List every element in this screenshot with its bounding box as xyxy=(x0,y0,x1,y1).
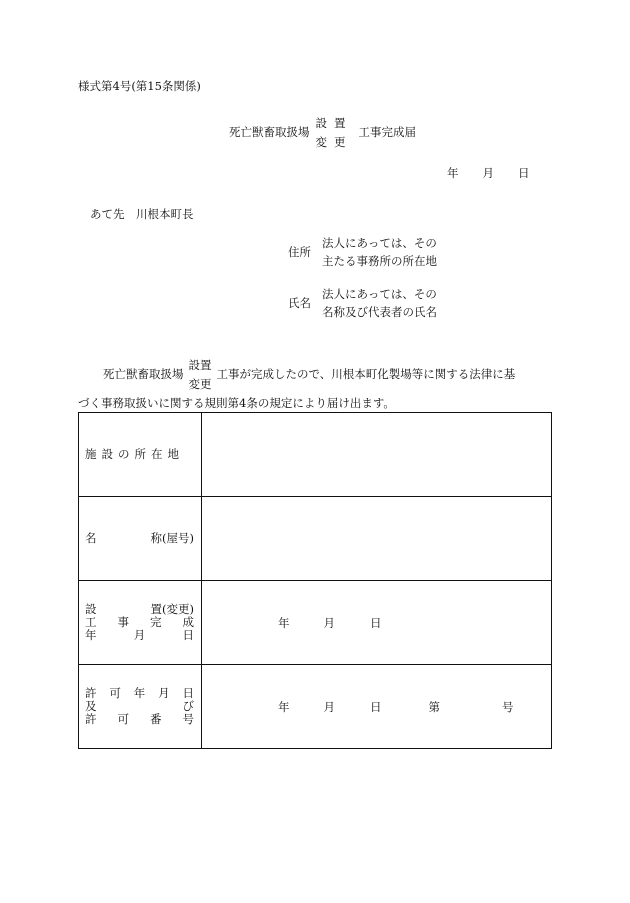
table-row xyxy=(79,581,552,665)
date-day-label: 日 xyxy=(370,615,382,630)
label-char: 事 xyxy=(117,615,129,629)
form-number: 様式第4号(第15条関係) xyxy=(78,79,201,93)
title-option-change: 変更 xyxy=(315,134,353,149)
label-char: 月 xyxy=(133,628,146,642)
label-char: 日 xyxy=(182,628,194,642)
date-month-label: 月 xyxy=(482,166,494,180)
body-prefix: 死亡獣畜取扱場 xyxy=(103,367,184,382)
label-char: 設 xyxy=(85,602,97,616)
body-text-line-1 xyxy=(103,360,515,390)
body-line-1-rest: 工事が完成したので、川根本町化製場等に関する法律に基 xyxy=(216,367,516,382)
label-char: 可 xyxy=(117,712,129,726)
label-line xyxy=(79,713,201,726)
table-row xyxy=(79,413,552,497)
address-note xyxy=(322,238,437,267)
address-note-line: 法人にあっては、その xyxy=(322,236,437,250)
date-year-label: 年 xyxy=(447,166,459,180)
addressee: あて先 川根本町長 xyxy=(90,207,194,221)
permit-number-suffix: 号 xyxy=(502,699,514,714)
label-char: 成 xyxy=(182,615,194,629)
title-prefix: 死亡獣畜取扱場 xyxy=(229,125,310,140)
body-option-install: 設置 xyxy=(188,358,212,372)
name-note xyxy=(322,289,437,318)
label-char: 年 xyxy=(133,686,146,700)
body-text-line-2: づく事務取扱いに関する規則第4条の規定により届け出ます。 xyxy=(78,396,395,410)
title-option-stack xyxy=(316,118,353,148)
address-note-line: 主たる事務所の所在地 xyxy=(322,253,437,268)
table-row xyxy=(79,665,552,749)
title-option-install: 設置 xyxy=(315,116,353,130)
label-char: 名 xyxy=(85,531,97,545)
body-option-stack xyxy=(189,360,212,390)
business-name-field[interactable] xyxy=(202,497,552,581)
facility-location-label xyxy=(79,413,202,497)
permit-field[interactable] xyxy=(202,665,552,749)
label-char: 工 xyxy=(85,615,97,629)
label-char: 日 xyxy=(182,686,194,700)
completion-date-value xyxy=(202,615,551,631)
label-char: 年 xyxy=(85,628,97,642)
label-char: 月 xyxy=(158,686,170,700)
label-text: 称(屋号) xyxy=(150,531,194,545)
label-line xyxy=(79,532,201,545)
name-note-line: 名称及び代表者の氏名 xyxy=(322,304,437,319)
completion-date-label xyxy=(79,581,202,665)
report-table xyxy=(78,412,552,749)
label-char: 許 xyxy=(85,686,97,700)
applicant-address xyxy=(288,238,437,267)
label-line xyxy=(79,629,201,642)
label-line: 施設の所在地 xyxy=(85,447,184,461)
label-char: 可 xyxy=(109,686,121,700)
title-suffix: 工事完成届 xyxy=(358,125,416,140)
date-year-label: 年 xyxy=(278,615,290,630)
body-option-change: 変更 xyxy=(188,376,212,391)
label-text: 置(変更) xyxy=(150,602,194,616)
permit-value xyxy=(202,699,551,715)
label-char: 号 xyxy=(182,712,194,726)
submission-date xyxy=(447,168,530,180)
label-char: 番 xyxy=(150,712,162,726)
permit-label xyxy=(79,665,202,749)
date-month-label: 月 xyxy=(323,699,335,714)
facility-location-field[interactable] xyxy=(202,413,552,497)
label-char: 及 xyxy=(85,699,97,713)
business-name-label xyxy=(79,497,202,581)
date-month-label: 月 xyxy=(323,615,335,630)
date-year-label: 年 xyxy=(278,699,290,714)
label-char: 完 xyxy=(150,615,162,629)
form-title xyxy=(229,117,416,149)
completion-date-field[interactable] xyxy=(202,581,552,665)
name-label: 氏名 xyxy=(288,295,311,310)
name-note-line: 法人にあっては、その xyxy=(322,287,437,301)
applicant-name xyxy=(288,289,437,318)
permit-number-prefix: 第 xyxy=(428,699,440,714)
date-day-label: 日 xyxy=(370,699,382,714)
address-label: 住所 xyxy=(288,244,311,259)
table-row xyxy=(79,497,552,581)
label-char: び xyxy=(182,699,194,713)
date-day-label: 日 xyxy=(518,166,530,180)
label-char: 許 xyxy=(85,712,97,726)
